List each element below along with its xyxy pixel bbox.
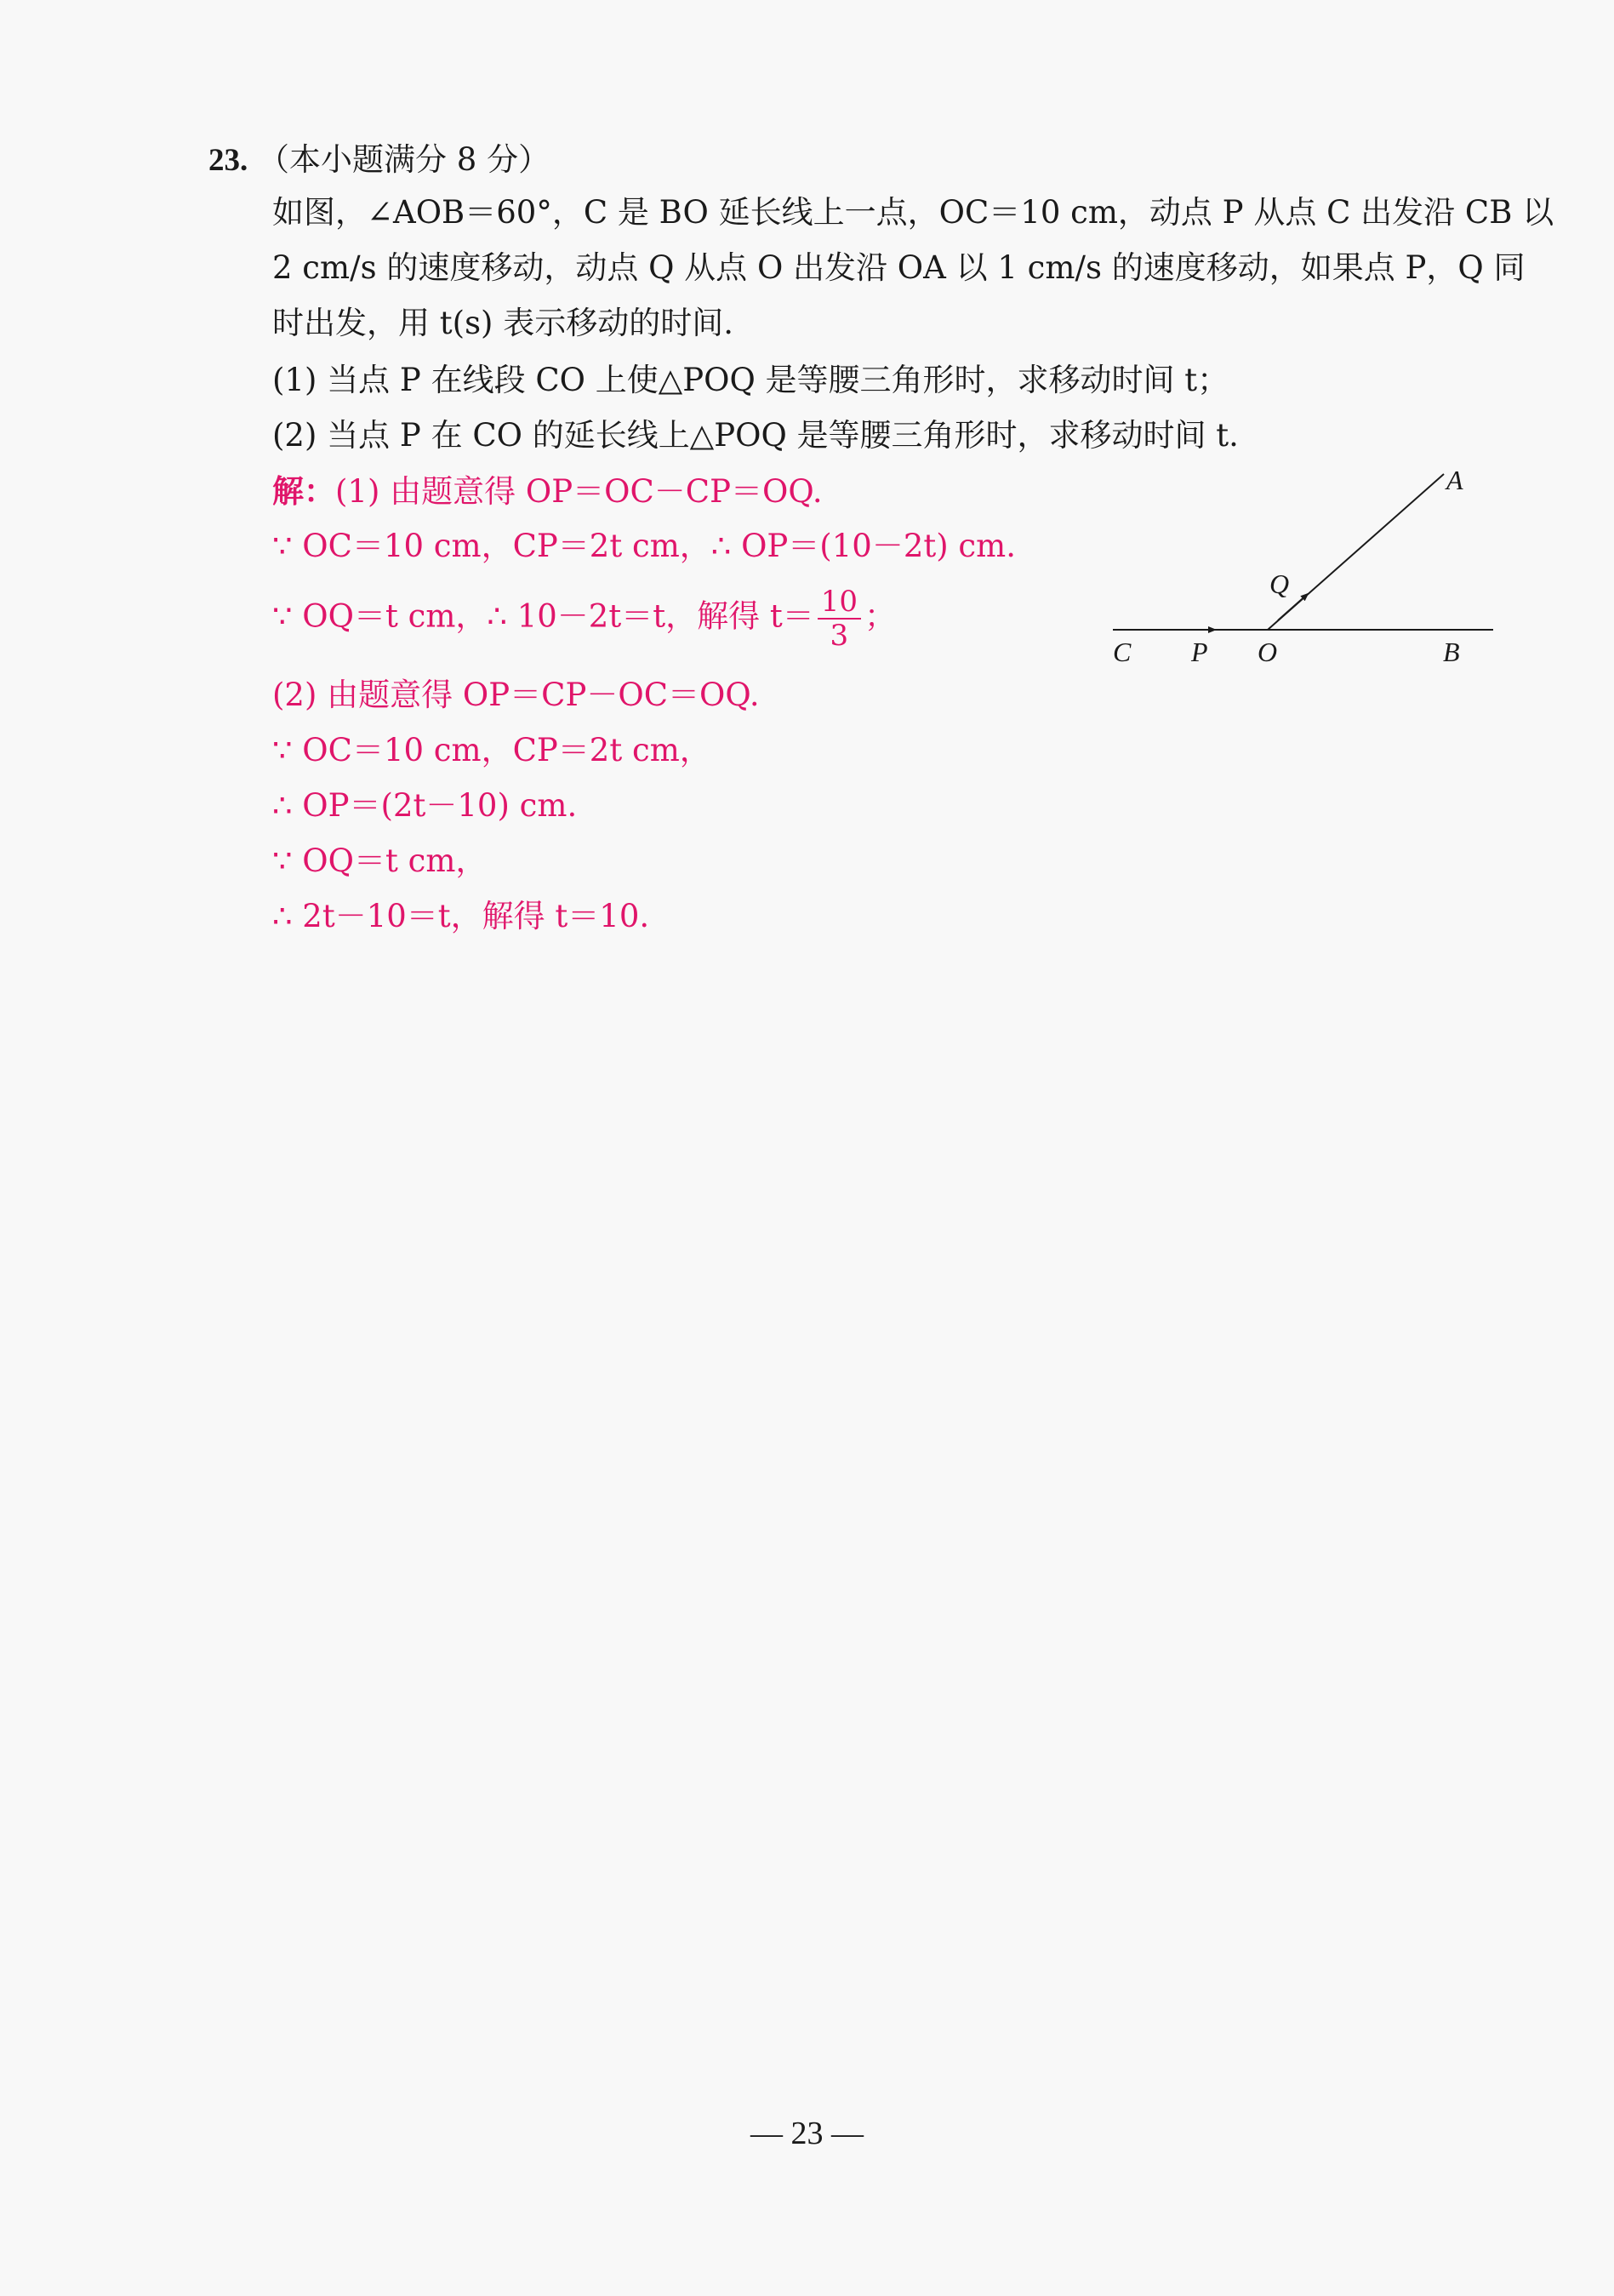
label-P: P [1191, 637, 1208, 667]
label-A: A [1446, 465, 1463, 495]
fraction-ten-thirds [818, 585, 861, 653]
solution-part1-line1 [272, 470, 823, 513]
solution-part2-line5: ∴ 2t－10＝t，解得 t＝10. [272, 898, 650, 934]
page-number: — 23 — [750, 2116, 864, 2151]
label-C: C [1113, 637, 1132, 667]
solution-part2-line2: ∵ OC＝10 cm，CP＝2t cm， [272, 732, 711, 768]
geometry-figure [1089, 464, 1514, 677]
solution-part1-line2: ∵ OC＝10 cm，CP＝2t cm，∴ OP＝(10－2t) cm. [272, 528, 1016, 564]
sub-question-1: (1) 当点 P 在线段 CO 上使△POQ 是等腰三角形时，求移动时间 t； [272, 362, 1229, 398]
solution-part2-line3: ∴ OP＝(2t－10) cm. [272, 787, 578, 824]
fraction-numerator: 10 [818, 587, 861, 620]
question-score-note: （本小题满分 8 分） [258, 141, 550, 178]
solution-part1-line3-prefix: ∵ OQ＝t cm，∴ 10－2t＝t，解得 t＝ [272, 597, 814, 635]
label-B: B [1443, 637, 1460, 667]
question-stem-line-1: 如图，∠AOB＝60°，C 是 BO 延长线上一点，OC＝10 cm，动点 P 从点 C 出发沿 CB 以 [272, 194, 1554, 231]
solution-part1-text1: (1) 由题意得 OP＝OC－CP＝OQ. [335, 473, 823, 510]
solution-part2-line4: ∵ OQ＝t cm， [272, 842, 488, 879]
fraction-denominator: 3 [830, 619, 849, 653]
question-stem-line-2: 2 cm/s 的速度移动，动点 Q 从点 O 出发沿 OA 以 1 cm/s 的速度移动，如果点 P，Q 同 [272, 249, 1526, 286]
solution-part1-line3-suffix: ； [864, 597, 896, 635]
solution-head: 解： [272, 472, 335, 510]
question-header [208, 139, 550, 182]
question-number: 23. [208, 143, 248, 178]
label-O: O [1258, 637, 1278, 667]
solution-part1-line3 [272, 585, 896, 653]
question-stem-line-3: 时出发，用 t(s) 表示移动的时间. [272, 305, 734, 341]
solution-part2-line1: (2) 由题意得 OP＝CP－OC＝OQ. [272, 677, 760, 713]
sub-question-2: (2) 当点 P 在 CO 的延长线上△POQ 是等腰三角形时，求移动时间 t. [272, 417, 1239, 454]
label-Q: Q [1269, 568, 1290, 599]
